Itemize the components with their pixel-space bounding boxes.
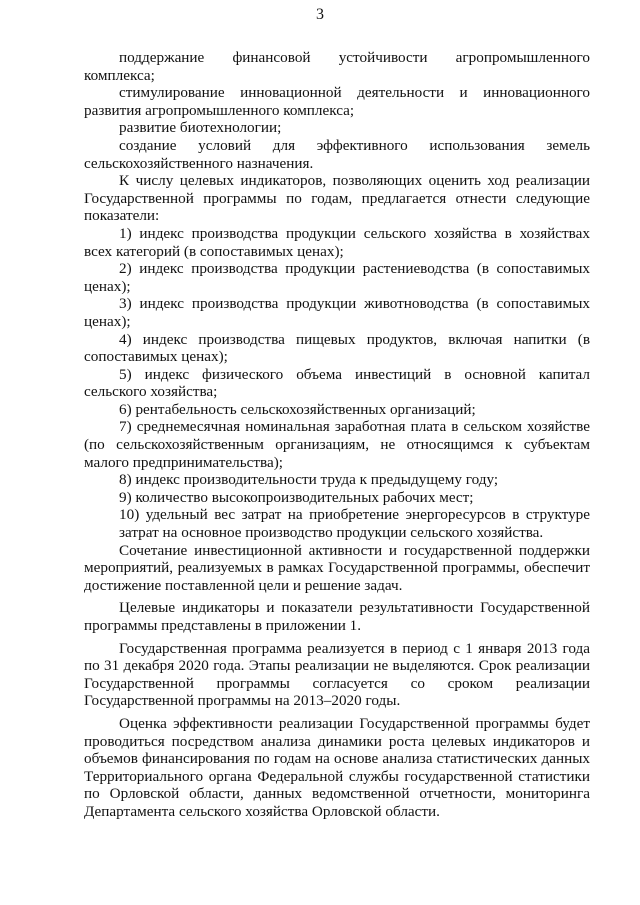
paragraph: Государственная программа реализуется в период с 1 января 2013 года по 31 декабря 2020 года. Этапы реализации не выделяются. Срок реализации Государственной программы согласуется со сроком реализации Государственной программы на 2013–2020 годы. — [84, 639, 590, 710]
list-item: 9) количество высокопроизводительных рабочих мест; — [119, 488, 474, 506]
paragraph: развитие биотехнологии; — [119, 119, 282, 137]
paragraph: Оценка эффективности реализации Государственной программы будет проводиться посредством анализа динамики роста целевых индикаторов и объемов финансирования по годам на основе анализа статистических данных Территориального органа Федеральной службы государственной статистики по Орловской области, данных ведомственной отчетности, мониторинга Департамента сельского хозяйства Орловской области. — [84, 714, 590, 820]
paragraph: поддержание финансовой устойчивости агропромышленного комплекса; — [84, 49, 590, 84]
paragraph: Целевые индикаторы и показатели результативности Государственной программы представлены в приложении 1. — [84, 599, 590, 634]
document-body — [84, 49, 590, 821]
paragraph: создание условий для эффективного использования земель сельскохозяйственного назначения. — [84, 136, 590, 172]
page-number: 3 — [316, 6, 324, 23]
list-item: 2) индекс производства продукции растениеводства (в сопоставимых ценах); — [84, 260, 590, 295]
list-item: 4) индекс производства пищевых продуктов, включая напитки (в сопоставимых ценах); — [84, 330, 590, 366]
paragraph: Сочетание инвестиционной активности и государственной поддержки мероприятий, реализуемых в рамках Государственной программы, обеспечит достижение поставленной цели и решение задач. — [84, 541, 590, 594]
list-item: 1) индекс производства продукции сельского хозяйства в хозяйствах всех категорий (в сопоставимых ценах); — [84, 224, 590, 260]
list-item: 6) рентабельность сельскохозяйственных организаций; — [119, 400, 476, 418]
list-item: 7) среднемесячная номинальная заработная плата в сельском хозяйстве (по сельскохозяйственным организациям, не относящимся к субъектам малого предпринимательства); — [84, 418, 590, 471]
list-item: 10) удельный вес затрат на приобретение энергоресурсов в структуре затрат на основное производство продукции сельского хозяйства. — [119, 506, 590, 542]
paragraph: К числу целевых индикаторов, позволяющих оценить ход реализации Государственной программы по годам, предлагается отнести следующие показатели: — [84, 172, 590, 225]
list-item: 5) индекс физического объема инвестиций в основной капитал сельского хозяйства; — [84, 365, 590, 401]
paragraph: стимулирование инновационной деятельности и инновационного развития агропромышленного комплекса; — [84, 84, 590, 119]
list-item: 3) индекс производства продукции животноводства (в сопоставимых ценах); — [84, 295, 590, 330]
list-item: 8) индекс производительности труда к предыдущему году; — [119, 471, 499, 489]
